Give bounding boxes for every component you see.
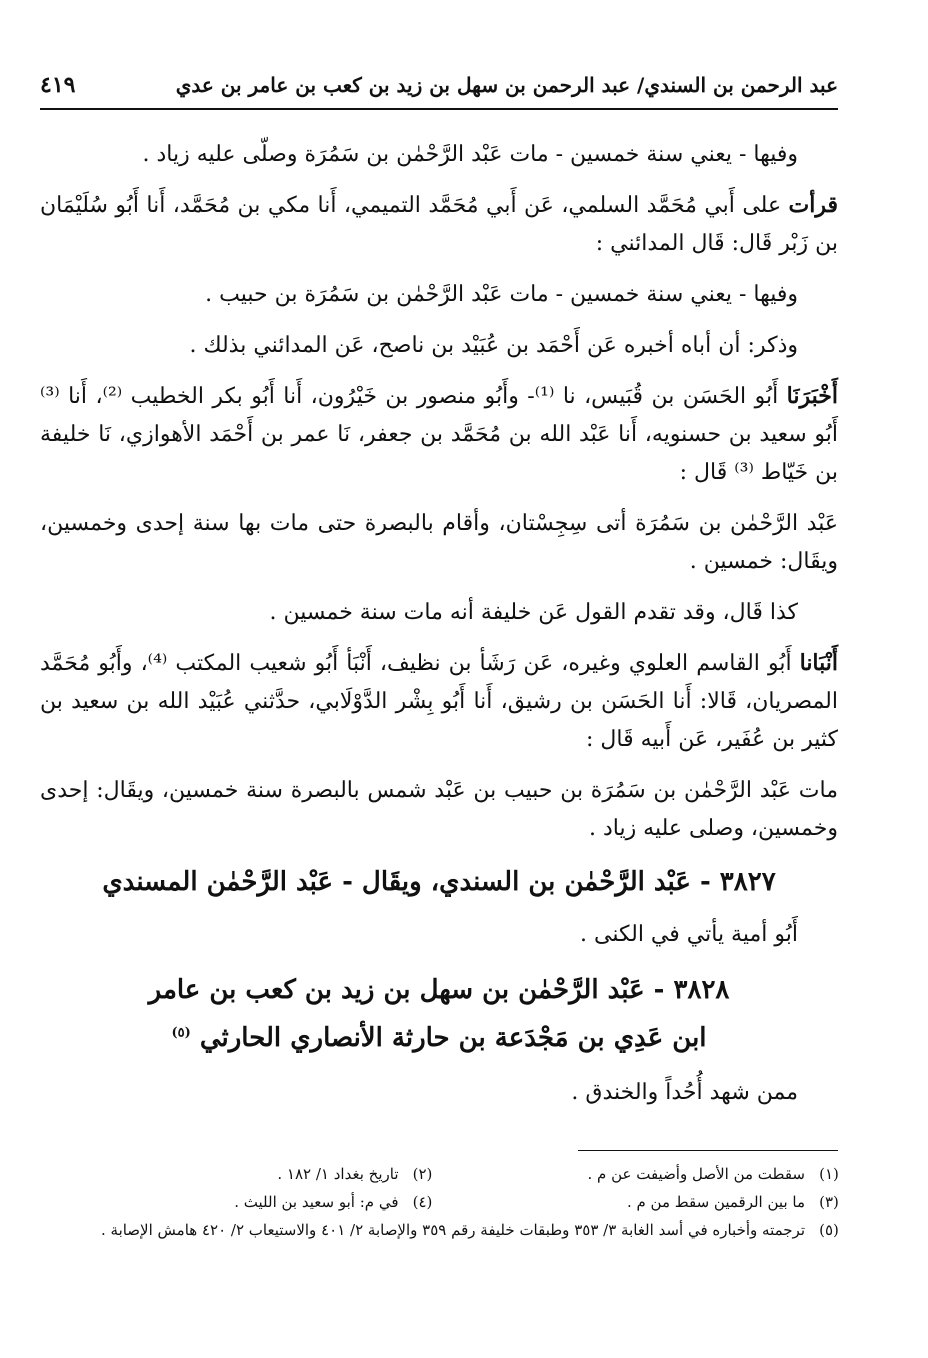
- footnote-number: (٤): [412, 1193, 433, 1211]
- paragraph: [40, 275, 838, 314]
- footnote-ref: (٥): [171, 1025, 191, 1041]
- entry-heading-3827: ٣٨٢٧ - عَبْد الرَّحْمٰن بن السندي، ويقَال - عَبْد الرَّحْمٰن المسندي: [102, 867, 776, 897]
- entry-text-3828: ممن شهد أُحُداً والخندق .: [571, 1080, 798, 1105]
- paragraph-text: وفيها - يعني سنة خمسين - مات عَبْد الرَّحْمٰن بن سَمُرَة وصلّى عليه زياد .: [142, 142, 798, 167]
- entry-heading-line-1: ٣٨٢٨ - عَبْد الرَّحْمٰن بن سهل بن زيد بن كعب بن عامر: [148, 975, 730, 1005]
- footnote-text: تاريخ بغداد ١/ ١٨٢ .: [277, 1165, 399, 1183]
- footnote: [447, 1188, 854, 1216]
- paragraph: [40, 186, 838, 263]
- footnotes: [40, 1160, 853, 1244]
- footnote-separator: [578, 1150, 838, 1151]
- footnote-row: [40, 1216, 853, 1244]
- footnote-row: [40, 1188, 853, 1216]
- footnote: [447, 1160, 854, 1188]
- paragraph-text: مات عَبْد الرَّحْمٰن بن سَمُرَة بن حبيب بن عَبْد شمس بالبصرة سنة خمسين، ويقَال: إحدى وخمسين، وصلى عليه زياد .: [40, 778, 838, 841]
- entry-heading-3828: [40, 966, 838, 1062]
- paragraph-text: على أَبي مُحَمَّد السلمي، عَن أَبي مُحَمَّد التميمي، أَنا مكي بن مُحَمَّد، أَنا أَبُو سُلَيْمَان بن زَبْر قَال: قَال المدائني :: [40, 193, 838, 256]
- paragraph: [40, 593, 838, 632]
- paragraph: [40, 771, 838, 848]
- paragraph-lead: أَنْبَانا: [799, 650, 839, 676]
- paragraph-lead: أَخْبَرَنَا: [786, 383, 838, 409]
- page-number: ٤١٩: [40, 72, 76, 98]
- footnote-row: [40, 1160, 853, 1188]
- paragraph: [40, 135, 838, 174]
- footnote-text: سقطت من الأصل وأضيفت عن م .: [587, 1165, 805, 1183]
- footnote-text: في م: أبو سعيد بن الليث .: [234, 1193, 399, 1211]
- paragraph-text: وذكر: أن أباه أخبره عَن أَحْمَد بن عُبَيْد بن ناصح، عَن المدائني بذلك .: [189, 333, 798, 358]
- footnote-text: ما بين الرقمين سقط من م .: [626, 1193, 805, 1211]
- paragraph: [40, 326, 838, 365]
- main-text: [40, 135, 838, 1124]
- paragraph-lead: قرأت: [788, 192, 838, 218]
- footnote: [40, 1188, 447, 1216]
- footnote-number: (١): [819, 1165, 839, 1183]
- paragraph-text: أَبُو الحَسَن بن قُبَيس، نا ⁽¹⁾- وأَبُو منصور بن خَيْرُون، أَنا أَبُو بكر الخطيب ⁽²⁾، أَنا ⁽³⁾ أَبُو سعيد بن حسنويه، أَنا عَبْد الله بن مُحَمَّد بن جعفر، نَا عمر بن أَحْمَد الأهوازي، نَا خليفة بن خَيّاط ⁽³⁾ قَال :: [40, 384, 838, 485]
- footnote: [40, 1160, 447, 1188]
- footnote-text: ترجمته وأخباره في أسد الغابة ٣/ ٣٥٣ وطبقات خليفة رقم ٣٥٩ والإصابة ٢/ ٤٠١ والاستيعاب ٢/ ٤٢٠ هامش الإصابة .: [100, 1221, 805, 1239]
- footnote-number: (٢): [412, 1165, 433, 1183]
- footnote-number: (٥): [819, 1221, 839, 1239]
- entry-heading-line-2: [40, 1014, 838, 1062]
- running-title: عبد الرحمن بن السندي/ عبد الرحمن بن سهل بن زيد بن كعب بن عامر بن عدي: [175, 73, 838, 97]
- paragraph-text: أَبُو القاسم العلوي وغيره، عَن رَشَأ بن نظيف، أَنْبَأ أَبُو شعيب المكتب ⁽⁴⁾، وأَبُو مُحَمَّد المصريان، قَالا: أَنا الحَسَن بن رشيق، أَنا أَبُو بِشْر الدَّوْلَابي، حدَّثني عُبَيْد الله بن سعيد بن كثير بن عُفَير، عَن أَبيه قَال :: [40, 651, 838, 752]
- entry-heading-line-2-text: ابن عَدِي بن مَجْدَعة بن حارثة الأنصاري الحارثي: [199, 1023, 707, 1053]
- running-header: [40, 62, 838, 110]
- footnote: [40, 1216, 853, 1244]
- paragraph-text: عَبْد الرَّحْمٰن بن سَمُرَة أتى سِجِسْتان، وأقام بالبصرة حتى مات بها سنة إحدى وخمسين، ويقَال: خمسين .: [40, 511, 838, 574]
- paragraph-text: وفيها - يعني سنة خمسين - مات عَبْد الرَّحْمٰن بن سَمُرَة بن حبيب .: [205, 282, 798, 307]
- entry-text-3827: أَبُو أمية يأتي في الكنى .: [580, 922, 798, 947]
- paragraph: [40, 644, 838, 759]
- paragraph-text: كذا قَال، وقد تقدم القول عَن خليفة أنه مات سنة خمسين .: [269, 600, 798, 625]
- paragraph: [40, 377, 838, 492]
- paragraph: [40, 504, 838, 581]
- footnote-number: (٣): [819, 1193, 839, 1211]
